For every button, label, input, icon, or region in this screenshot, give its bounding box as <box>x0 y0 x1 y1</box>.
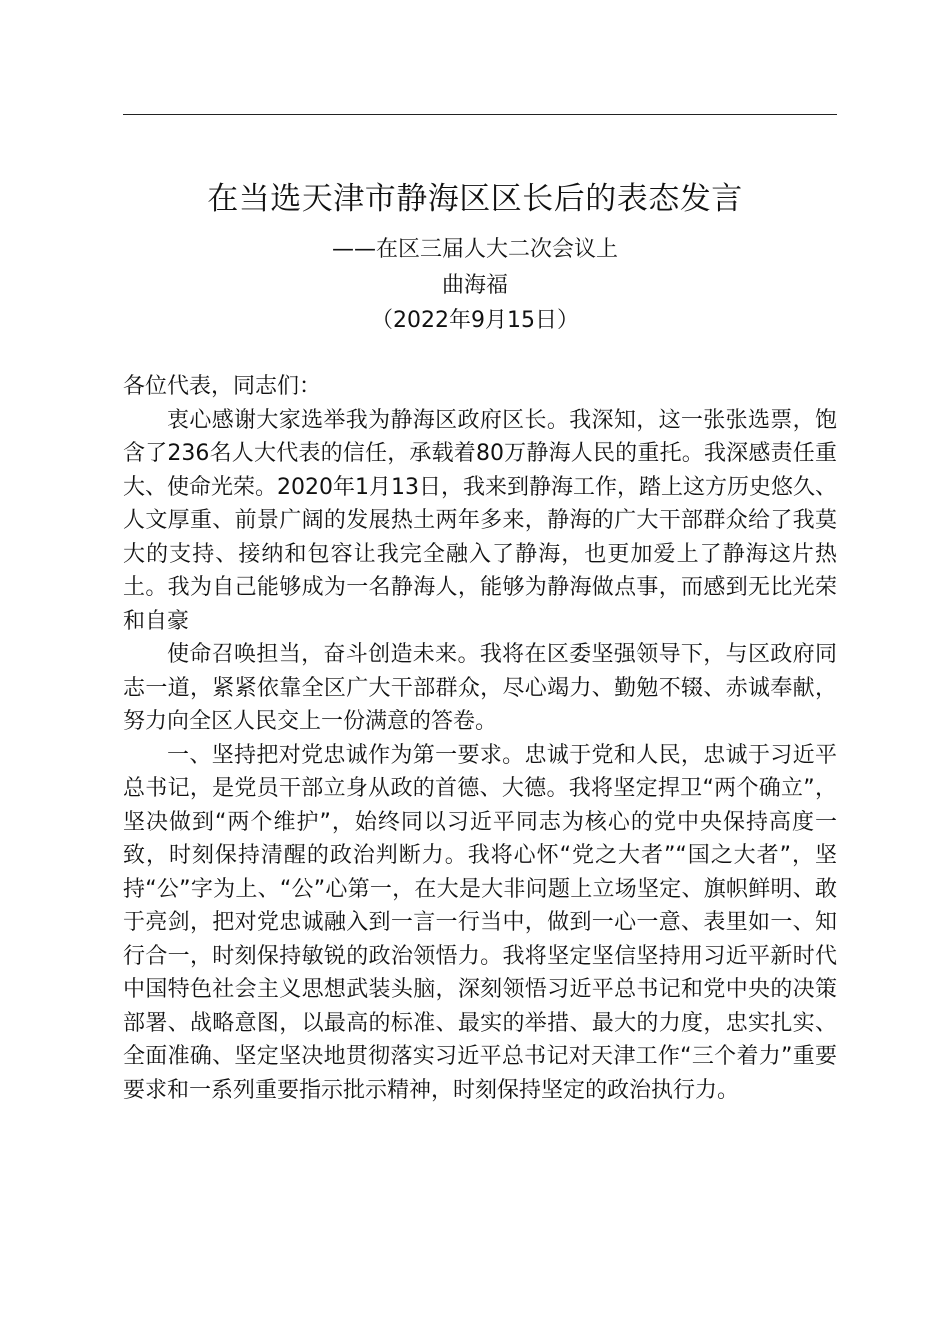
salutation: 各位代表，同志们： <box>123 374 322 399</box>
paragraph-2: 使命召唤担当，奋斗创造未来。我将在区委坚强领导下，与区政府同志一道，紧紧依靠全区广大干部群众，尽心竭力、勤勉不辍、赤诚奉献，努力向全区人民交上一份满意的答卷。 <box>123 642 837 734</box>
header-rule <box>123 114 837 115</box>
document-body <box>123 370 837 1107</box>
document-subtitle: ——在区三届人大二次会议上 <box>331 237 618 262</box>
document-title: 在当选天津市静海区区长后的表态发言 <box>207 181 743 217</box>
paragraph-1: 衷心感谢大家选举我为静海区政府区长。我深知，这一张张选票，饱含了236名人大代表的信任，承载着80万静海人民的重托。我深感责任重大、使命光荣。2020年1月13日，我来到静海工作，踏上这方历史悠久、人文厚重、前景广阔的发展热土两年多来，静海的广大干部群众给了我莫大的支持、接纳和包容让我完全融入了静海，也更加爱上了静海这片热土。我为自己能够成为一名静海人，能够为静海做点事，而感到无比光荣和自豪 <box>123 407 837 634</box>
paragraph-3: 一、坚持把对党忠诚作为第一要求。忠诚于党和人民，忠诚于习近平总书记，是党员干部立身从政的首德、大德。我将坚定捍卫“两个确立”，坚决做到“两个维护”，始终同以习近平同志为核心的党中央保持高度一致，时刻保持清醒的政治判断力。我将心怀“党之大者”“国之大者”，坚持“公”字为上、“公”心第一，在大是大非问题上立场坚定、旗帜鲜明、敢于亮剑，把对党忠诚融入到一言一行当中，做到一心一意、表里如一、知行合一，时刻保持敏锐的政治领悟力。我将坚定坚信坚持用习近平新时代中国特色社会主义思想武装头脑，深刻领悟习近平总书记和党中央的决策部署、战略意图，以最高的标准、最实的举措、最大的力度，忠实扎实、全面准确、坚定坚决地贯彻落实习近平总书记对天津工作“三个着力”重要要求和一系列重要指示批示精神，时刻保持坚定的政治执行力。 <box>123 742 837 1103</box>
document-author: 曲海福 <box>441 273 508 298</box>
document-date: （2022年9月15日） <box>371 308 579 333</box>
